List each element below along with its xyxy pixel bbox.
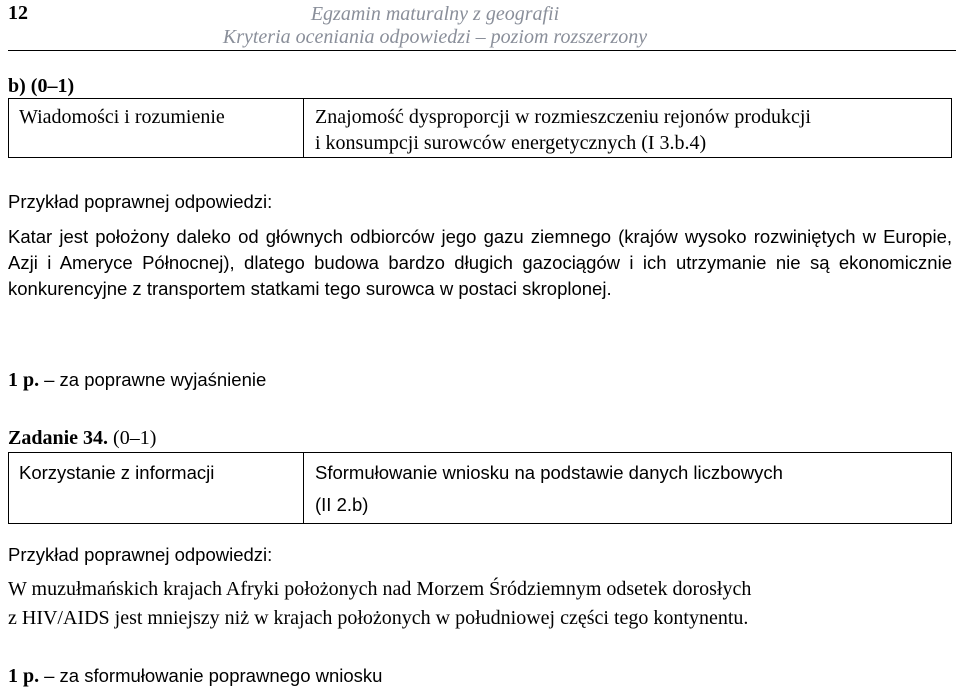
header-title: Egzamin maturalny z geografii <box>310 3 560 25</box>
points-description: – za poprawne wyjaśnienie <box>44 369 267 390</box>
table-divider <box>303 453 304 523</box>
skill-description-line1: Znajomość dysproporcji w rozmieszczeniu rejonów produkcji <box>315 106 811 128</box>
example-answer-label: Przykład poprawnej odpowiedzi: <box>8 544 273 565</box>
points-value: 1 p. <box>8 665 40 687</box>
example-answer-text: Katar jest położony daleko od głównych odbiorców jego gazu ziemnego (krajów wysoko rozwiniętych w Europie, Azji i Ameryce Północnej), dlatego budowa bardzo długich gazociągów i ich utrzymanie nie są ekonomicznie konkurencyjne z transportem statkami tego surowca w postaci skroplonej. <box>8 226 952 299</box>
part-b-criteria-table <box>8 98 952 158</box>
task-points-range: (0–1) <box>113 427 157 449</box>
points-value: 1 p. <box>8 369 40 391</box>
example-answer-line1: W muzułmańskich krajach Afryki położonych nad Morzem Śródziemnym odsetek dorosłych <box>8 578 752 600</box>
task-title <box>8 426 156 450</box>
points-description: – za sformułowanie poprawnego wniosku <box>44 665 383 686</box>
example-answer-line2: z HIV/AIDS jest mniejszy niż w krajach położonych w południowej części tego kontynentu. <box>8 607 749 629</box>
skill-description-line1: Sformułowanie wniosku na podstawie danych liczbowych <box>315 462 783 483</box>
skill-category: Wiadomości i rozumienie <box>19 106 225 128</box>
task34-criteria-table <box>8 452 952 524</box>
task-number: Zadanie 34. <box>8 427 109 449</box>
header-divider <box>8 50 956 51</box>
skill-category: Korzystanie z informacji <box>19 462 215 483</box>
scoring-rule <box>8 368 266 392</box>
skill-description-line2: i konsumpcji surowców energetycznych (I 3.b.4) <box>315 132 707 154</box>
skill-description-line2: (II 2.b) <box>315 494 369 515</box>
header-subtitle: Kryteria oceniania odpowiedzi – poziom rozszerzony <box>222 26 648 48</box>
part-b-label: b) (0–1) <box>8 75 75 97</box>
scoring-rule <box>8 664 382 688</box>
example-answer-label: Przykład poprawnej odpowiedzi: <box>8 191 273 212</box>
table-divider <box>303 99 304 157</box>
page-number: 12 <box>8 2 28 24</box>
